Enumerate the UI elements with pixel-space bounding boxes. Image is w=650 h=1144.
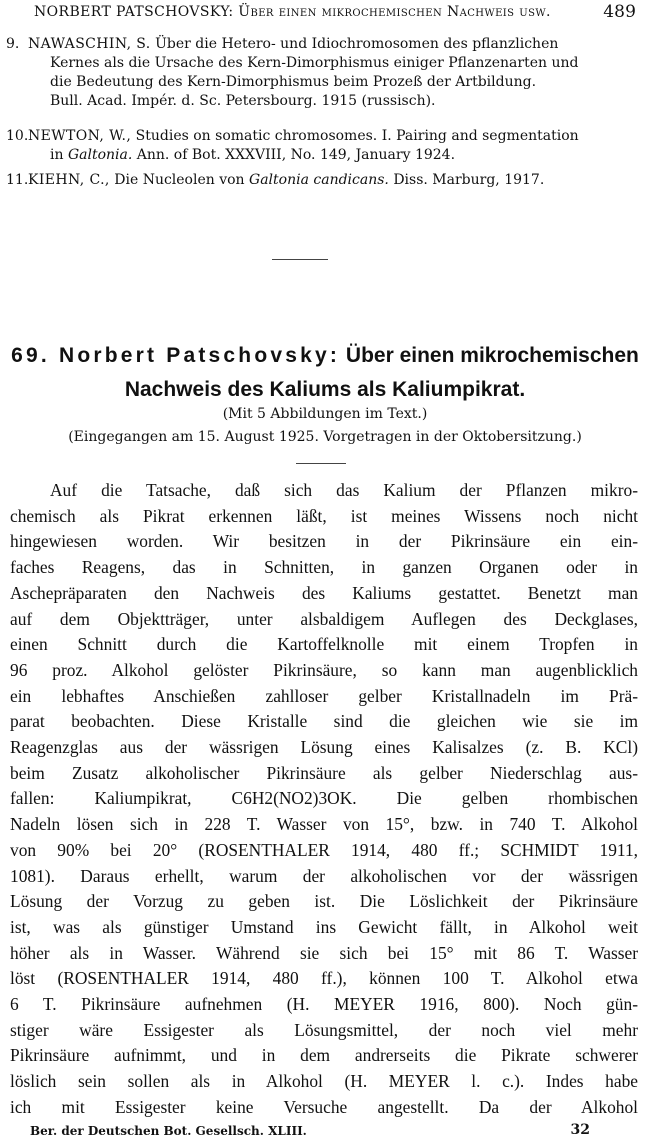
body-line: 96 proz. Alkohol gelöster Pikrinsäure, so kann man augenblicklich [10,659,638,680]
body-line: auf dem Objektträger, unter alsbaldigem Auflegen des Deckglases, [10,608,638,629]
reference-number: 11. [6,172,29,188]
reference-text: Ann. of Bot. XXXVIII, No. 149, January 1924. [132,147,456,163]
title-divider [296,463,346,464]
body-line: chemisch als Pikrat erkennen läßt, ist meines Wissens noch nicht [10,505,638,526]
reference-text: Diss. Marburg, 1917. [388,172,545,188]
reference-text: Über die Hetero- und Idiochromosomen des pflanzlichen [155,36,559,52]
body-line: Nadeln lösen sich in 228 T. Wasser von 15°, bzw. in 740 T. Alkohol [10,814,638,835]
body-line: einen Schnitt durch die Kartoffelknolle mit einem Tropfen in [10,634,638,655]
article-title-rest: Über einen mikrochemischen [345,344,639,367]
article-title-line2: Nachweis des Kaliums als Kaliumpikrat. [124,378,526,401]
reference-author: NEWTON, W., [28,128,132,144]
sheet-number: 32 [570,1122,590,1138]
body-line: ein lebhaftes Anschießen zahlloser gelber Kristallnadeln im Prä- [10,685,638,706]
reference-number: 9. [6,36,20,52]
body-line: löst (ROSENTHALER 1914, 480 ff.), können 100 T. Alkohol etwa [10,968,638,989]
body-line: ist, was als günstiger Umstand ins Gewicht fällt, in Alkohol weit [10,916,638,937]
body-line: ich mit Essigester keine Versuche angestellt. Da der Alkohol [10,1096,638,1117]
body-line: Aschepräparaten den Nachweis des Kaliums gestattet. Benetzt man [10,582,638,603]
article-title [0,344,650,368]
running-head [34,4,636,26]
body-line: löslich sein sollen als in Alkohol (H. MEYER l. c.). Indes habe [10,1071,638,1092]
reference-text: Die Nucleolen von [114,172,250,188]
reference-author: NAWASCHIN, S. [28,36,151,52]
reference-text: Kernes als die Ursache des Kern-Dimorphismus einiger Pflanzenarten und [50,55,579,71]
body-line: parat beobachten. Diese Kristalle sind die gleichen wie sie im [10,711,638,732]
reference-text: in [50,147,68,163]
body-line: stiger wäre Essigester als Lösungsmittel, der noch viel mehr [10,1019,638,1040]
page-number: 489 [603,2,636,22]
body-line: Auf die Tatsache, daß sich das Kalium der Pflanzen mikro- [50,480,638,500]
body-line: fallen: Kaliumpikrat, C6H2(NO2)3OK. Die gelben rhombischen [10,788,638,809]
body-line: Reagenzglas aus der wässrigen Lösung eines Kalisalzes (z. B. KCl) [10,737,638,757]
body-line: Pikrinsäure aufnimmt, und in dem andrerseits die Pikrate schwerer [10,1045,638,1066]
reference-text: die Bedeutung des Kern-Dimorphismus beim Prozeß der Artbildung. [50,74,537,90]
body-line: 6 T. Pikrinsäure aufnehmen (H. MEYER 1916, 800). Noch gün- [10,994,638,1014]
reference-number: 10. [6,128,29,144]
body-line: von 90% bei 20° (ROSENTHALER 1914, 480 ff.; SCHMIDT 1911, [10,839,638,860]
body-line: hingewiesen worden. Wir besitzen in der Pikrinsäure ein ein- [10,531,638,552]
article-number-author: 69. Norbert Patschovsky: [11,344,341,367]
reference-text: Bull. Acad. Impér. d. Sc. Petersbourg. 1915 (russisch). [50,93,436,109]
journal-signature: Ber. der Deutschen Bot. Gesellsch. XLIII. [30,1124,307,1138]
body-line: Lösung der Vorzug zu geben ist. Die Löslichkeit der Pikrinsäure [10,891,638,912]
body-line: faches Reagens, das in Schnitten, in ganzen Organen oder in [10,557,638,578]
article-subtitle: (Mit 5 Abbildungen im Text.) [222,406,428,422]
reference-author: KIEHN, C., [28,172,110,188]
reference-species: Galtonia candicans. [249,172,389,188]
article-received-note: (Eingegangen am 15. August 1925. Vorgetragen in der Oktobersitzung.) [68,429,582,445]
reference-text: Studies on somatic chromosomes. I. Pairing and segmentation [135,128,579,144]
body-line: höher als in Wasser. Während sie sich bei 15° mit 86 T. Wasser [10,942,638,963]
page-footer [30,1124,590,1142]
running-head-text: NORBERT PATSCHOVSKY: Über einen mikrochemischen Nachweis usw. [34,4,551,20]
section-divider [272,259,328,260]
reference-genus: Galtonia. [67,147,133,163]
body-line: beim Zusatz alkoholischer Pikrinsäure als gelber Niederschlag aus- [10,762,638,783]
body-line: 1081). Daraus erhellt, warum der alkoholischen vor der wässrigen [10,865,638,886]
